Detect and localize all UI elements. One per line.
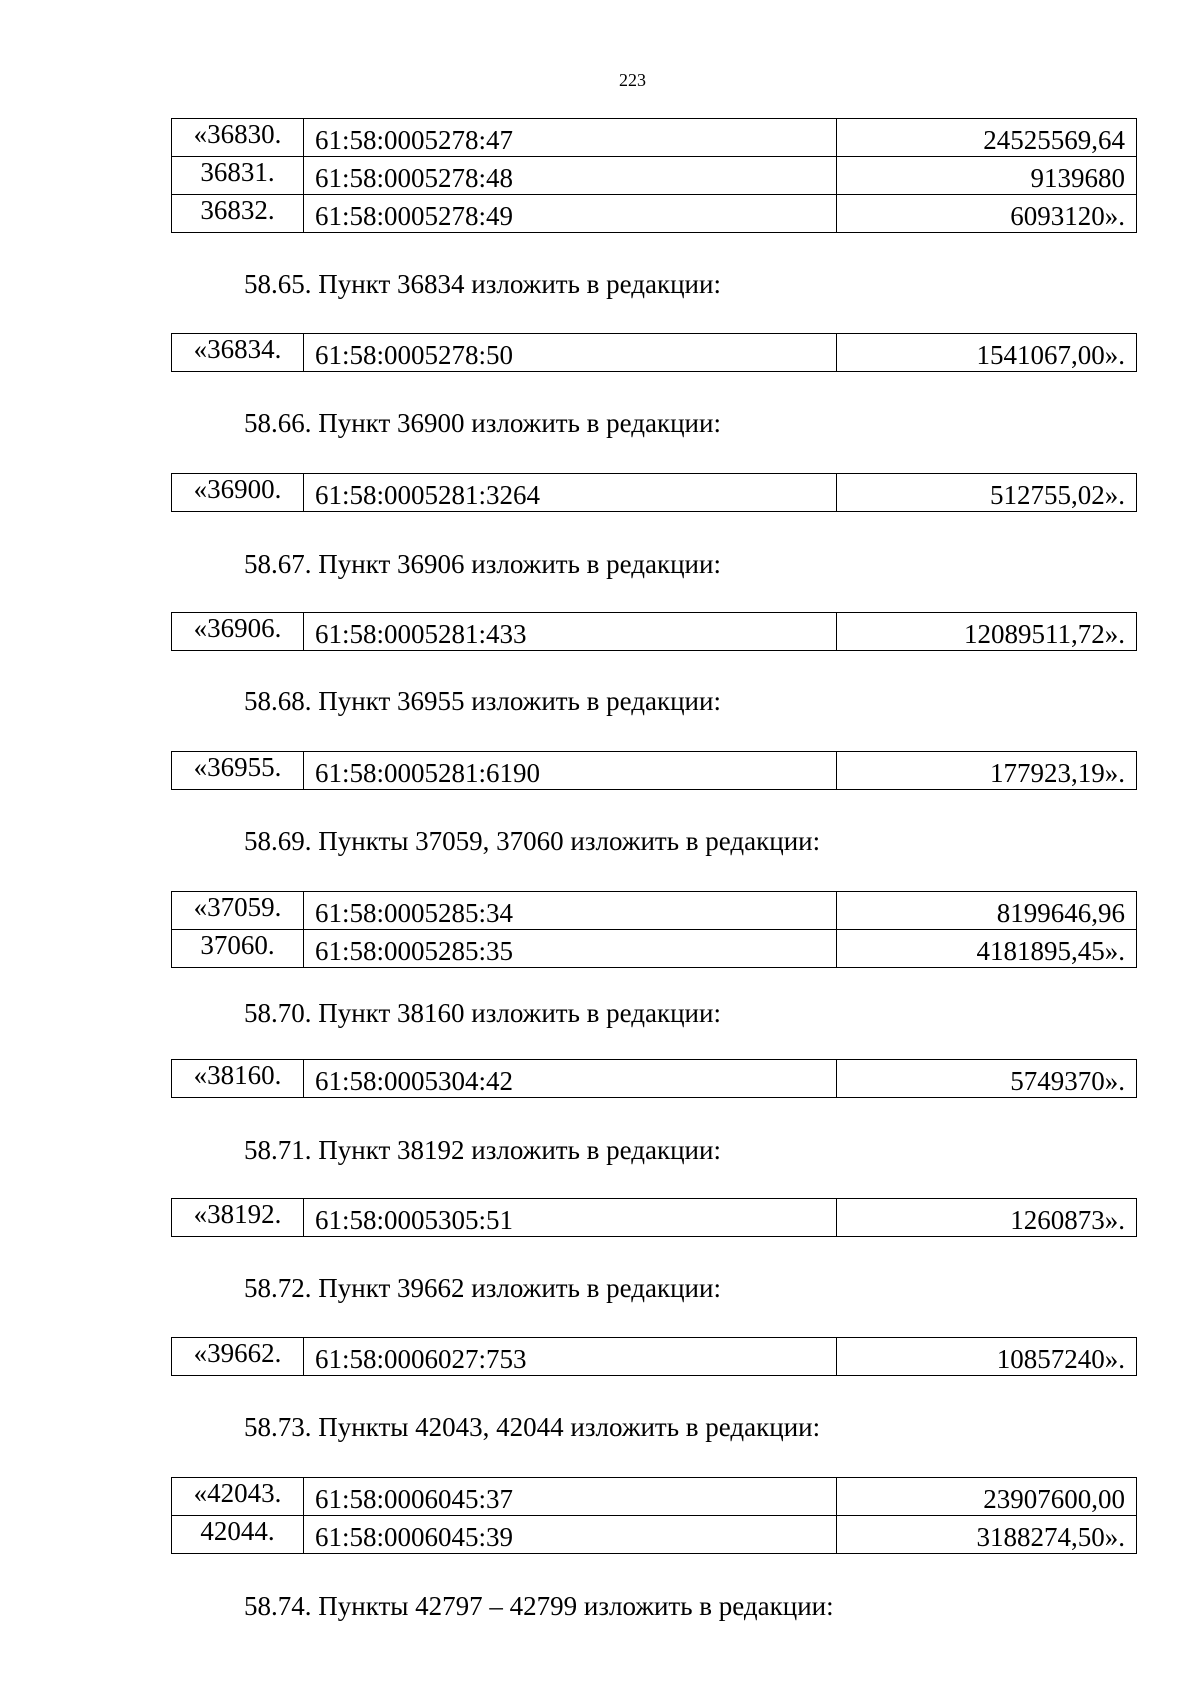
table-row [172, 119, 1137, 157]
amendment-table [171, 1337, 1137, 1376]
amendment-table [171, 1059, 1137, 1098]
amendment-table [171, 751, 1137, 790]
instruction-paragraph: 58.70. Пункт 38160 изложить в редакции: [244, 998, 721, 1028]
item-number-cell: «38160. [172, 1060, 304, 1098]
amendment-table [171, 1477, 1137, 1554]
instruction-paragraph: 58.73. Пункты 42043, 42044 изложить в редакции: [244, 1412, 821, 1442]
amendment-table [171, 612, 1137, 651]
item-number-cell: «38192. [172, 1199, 304, 1237]
instruction-paragraph: 58.67. Пункт 36906 изложить в редакции: [244, 549, 721, 579]
table-row [172, 1516, 1137, 1554]
cadastral-number-cell: 61:58:0005285:35 [304, 930, 837, 968]
document-body [171, 118, 1137, 1626]
item-number-cell: 37060. [172, 930, 304, 968]
amendment-table [171, 333, 1137, 372]
cadastral-number-cell: 61:58:0005281:3264 [304, 474, 837, 512]
value-cell: 9139680 [837, 157, 1137, 195]
cadastral-number-cell: 61:58:0005281:433 [304, 613, 837, 651]
cadastral-number-cell: 61:58:0005304:42 [304, 1060, 837, 1098]
instruction-paragraph: 58.65. Пункт 36834 изложить в редакции: [244, 269, 721, 299]
cadastral-number-cell: 61:58:0006027:753 [304, 1338, 837, 1376]
value-cell: 5749370». [837, 1060, 1137, 1098]
value-cell: 12089511,72». [837, 613, 1137, 651]
instruction-paragraph: 58.66. Пункт 36900 изложить в редакции: [244, 408, 721, 438]
amendment-table [171, 473, 1137, 512]
cadastral-number-cell: 61:58:0005305:51 [304, 1199, 837, 1237]
value-cell: 10857240». [837, 1338, 1137, 1376]
value-cell: 177923,19». [837, 752, 1137, 790]
cadastral-number-cell: 61:58:0005278:48 [304, 157, 837, 195]
item-number-cell: «37059. [172, 892, 304, 930]
table-row [172, 157, 1137, 195]
table-row [172, 930, 1137, 968]
item-number-cell: «36900. [172, 474, 304, 512]
cadastral-number-cell: 61:58:0005278:47 [304, 119, 837, 157]
item-number-cell: 36831. [172, 157, 304, 195]
item-number-cell: 36832. [172, 195, 304, 233]
cadastral-number-cell: 61:58:0005285:34 [304, 892, 837, 930]
table-row [172, 613, 1137, 651]
cadastral-number-cell: 61:58:0006045:39 [304, 1516, 837, 1554]
page-number: 223 [619, 70, 646, 90]
value-cell: 8199646,96 [837, 892, 1137, 930]
table-row [172, 1199, 1137, 1237]
instruction-paragraph: 58.71. Пункт 38192 изложить в редакции: [244, 1135, 721, 1165]
cadastral-number-cell: 61:58:0006045:37 [304, 1478, 837, 1516]
item-number-cell: «42043. [172, 1478, 304, 1516]
table-row [172, 752, 1137, 790]
table-row [172, 334, 1137, 372]
item-number-cell: «36906. [172, 613, 304, 651]
value-cell: 4181895,45». [837, 930, 1137, 968]
amendment-table [171, 891, 1137, 968]
table-row [172, 892, 1137, 930]
table-row [172, 1478, 1137, 1516]
instruction-paragraph: 58.72. Пункт 39662 изложить в редакции: [244, 1273, 721, 1303]
cadastral-number-cell: 61:58:0005281:6190 [304, 752, 837, 790]
item-number-cell: 42044. [172, 1516, 304, 1554]
cadastral-number-cell: 61:58:0005278:49 [304, 195, 837, 233]
item-number-cell: «36955. [172, 752, 304, 790]
table-row [172, 474, 1137, 512]
item-number-cell: «39662. [172, 1338, 304, 1376]
value-cell: 23907600,00 [837, 1478, 1137, 1516]
value-cell: 3188274,50». [837, 1516, 1137, 1554]
table-row [172, 1060, 1137, 1098]
value-cell: 1260873». [837, 1199, 1137, 1237]
table-row [172, 195, 1137, 233]
value-cell: 6093120». [837, 195, 1137, 233]
value-cell: 1541067,00». [837, 334, 1137, 372]
instruction-paragraph: 58.74. Пункты 42797 – 42799 изложить в редакции: [244, 1591, 834, 1621]
table-row [172, 1338, 1137, 1376]
instruction-paragraph: 58.68. Пункт 36955 изложить в редакции: [244, 686, 721, 716]
cadastral-number-cell: 61:58:0005278:50 [304, 334, 837, 372]
item-number-cell: «36834. [172, 334, 304, 372]
item-number-cell: «36830. [172, 119, 304, 157]
value-cell: 24525569,64 [837, 119, 1137, 157]
amendment-table [171, 1198, 1137, 1237]
value-cell: 512755,02». [837, 474, 1137, 512]
instruction-paragraph: 58.69. Пункты 37059, 37060 изложить в редакции: [244, 826, 821, 856]
amendment-table [171, 118, 1137, 233]
